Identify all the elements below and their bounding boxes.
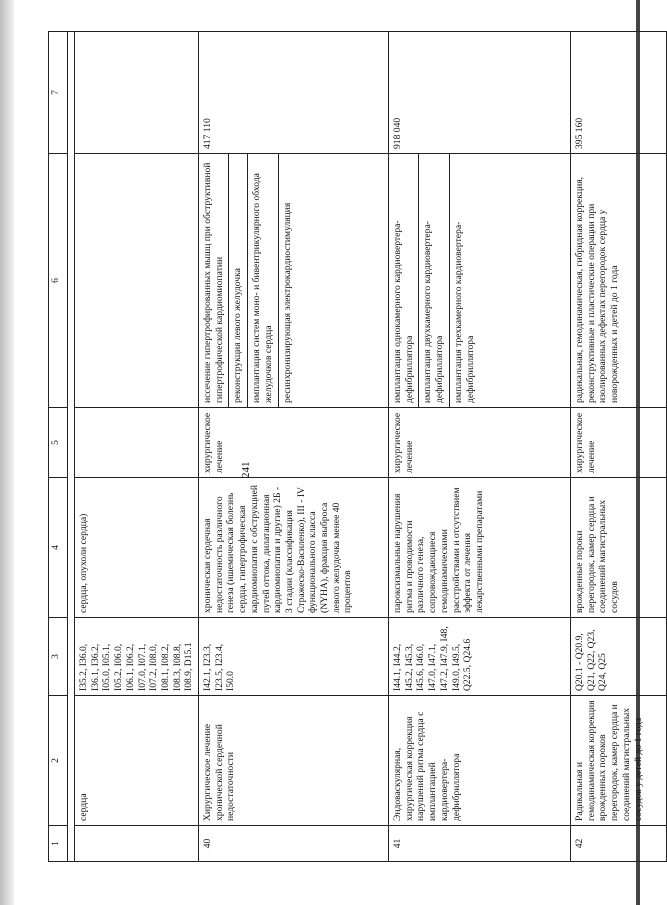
row-codes: I42.1, I23.3, I23.5, I23.4, I50.0 xyxy=(199,618,389,696)
col-header-4: 4 xyxy=(49,478,68,618)
table-row xyxy=(75,32,199,862)
row-methods xyxy=(389,154,571,408)
col-header-2: 2 xyxy=(49,696,68,826)
method-item: имплантация двухкамерного кардиовертера-дефибриллятора xyxy=(419,154,449,407)
row-method: радикальная, гемодинамическая, гибридная коррекция, реконструктивные и пластические операции при изолированных дефектах перегородок сердца у новорожденных и детей до 1 года xyxy=(571,154,667,408)
row-number: 42 xyxy=(571,826,667,862)
col-header-1: 1 xyxy=(49,826,68,862)
method-item: имплантация однокамерного кардиовертера-дефибриллятора xyxy=(389,154,419,407)
row-model: пароксизмальные нарушения ритма и проводимости различного генеза, сопровождающиеся гемодинамическими расстройствами и отсутствием эффекта от лечения лекарственными препаратами xyxy=(389,478,571,618)
row-number: 40 xyxy=(199,826,389,862)
row-name: Хирургическое лечение хронической сердечной недостаточности xyxy=(199,696,389,826)
method-item: ресинхронизирующая электрокардиостимуляция xyxy=(281,202,293,403)
col-header-6: 6 xyxy=(49,154,68,408)
row-cost: 417 110 xyxy=(199,32,389,154)
table-row xyxy=(571,32,667,862)
header-gap xyxy=(68,32,75,862)
row-cost xyxy=(75,32,199,154)
row-methods xyxy=(199,154,389,408)
row-codes: I35.2, I36.0, I36.1, I36.2, I05.0, I05.1, I05.2, I06.0, I06.1, I06.2, I07.0, I07.1, I07.2, I08.0, I08.1, I08.2, I08.3, I08.8, I08.9, D15.1 xyxy=(75,618,199,696)
row-model: хроническая сердечная недостаточность различного генеза (ишемическая болезнь сердца, гипертрофическая кардиомиопатия с обструкцией путей оттока, дилатационная кардиомиопатия и другие) 2Б - 3 стадии (классификация Стражеско-Василенко), III - IV функционального класса (NYHA), фракция выброса левого желудочка менее 40 процентов xyxy=(199,478,389,618)
row-name: сердца xyxy=(75,696,199,826)
row-treatment: хирургическое лечение xyxy=(389,408,571,478)
col-header-5: 5 xyxy=(49,408,68,478)
method-item: имплантация трехкамерного кардиовертера-дефибриллятора xyxy=(452,221,476,403)
method-item: имплантация систем моно- и бивентрикулярного обхода желудочков сердца xyxy=(248,154,278,407)
rotated-table-page xyxy=(48,32,644,862)
table-row xyxy=(199,32,389,862)
method-item: реконструкция левого желудочка xyxy=(229,154,248,407)
row-treatment: хирургическое лечение xyxy=(571,408,667,478)
row-treatment: хирургическое лечение xyxy=(199,408,389,478)
table-row xyxy=(389,32,571,862)
row-number: 41 xyxy=(389,826,571,862)
col-header-3: 3 xyxy=(49,618,68,696)
row-codes: Q20.1 - Q20.9, Q21, Q22, Q23, Q24, Q25 xyxy=(571,618,667,696)
scan-left-edge xyxy=(0,0,14,905)
row-model: сердца, опухоли сердца) xyxy=(75,478,199,618)
row-method xyxy=(75,154,199,408)
row-cost: 395 160 xyxy=(571,32,667,154)
row-name: Радикальная и гемодинамическая коррекция врожденных пороков перегородок, камер сердца и соединений магистральных сосудов у детей до 1 года xyxy=(571,696,667,826)
col-header-7: 7 xyxy=(49,32,68,154)
row-codes: I44.1, I44.2, I45.2, I45.3, I45.6, I46.0, I47.0, I47.1, I47.2, I47.9, I48, I49.0, I49.5, Q22.5, Q24.6 xyxy=(389,618,571,696)
row-model: врожденные пороки перегородок, камер сердца и соединений магистральных сосудов xyxy=(571,478,667,618)
row-name: Эндоваскулярная, хирургическая коррекция нарушений ритма сердца с имплантацией кардиовертера-дефибриллятора xyxy=(389,696,571,826)
header-row xyxy=(49,32,68,862)
page-number: 241 xyxy=(240,461,252,478)
services-table xyxy=(48,31,667,862)
row-number xyxy=(75,826,199,862)
method-item: иссечение гипертрофированных мышц при обструктивной гипертрофической кардиомиопатии xyxy=(199,154,229,407)
row-cost: 918 040 xyxy=(389,32,571,154)
row-treatment xyxy=(75,408,199,478)
